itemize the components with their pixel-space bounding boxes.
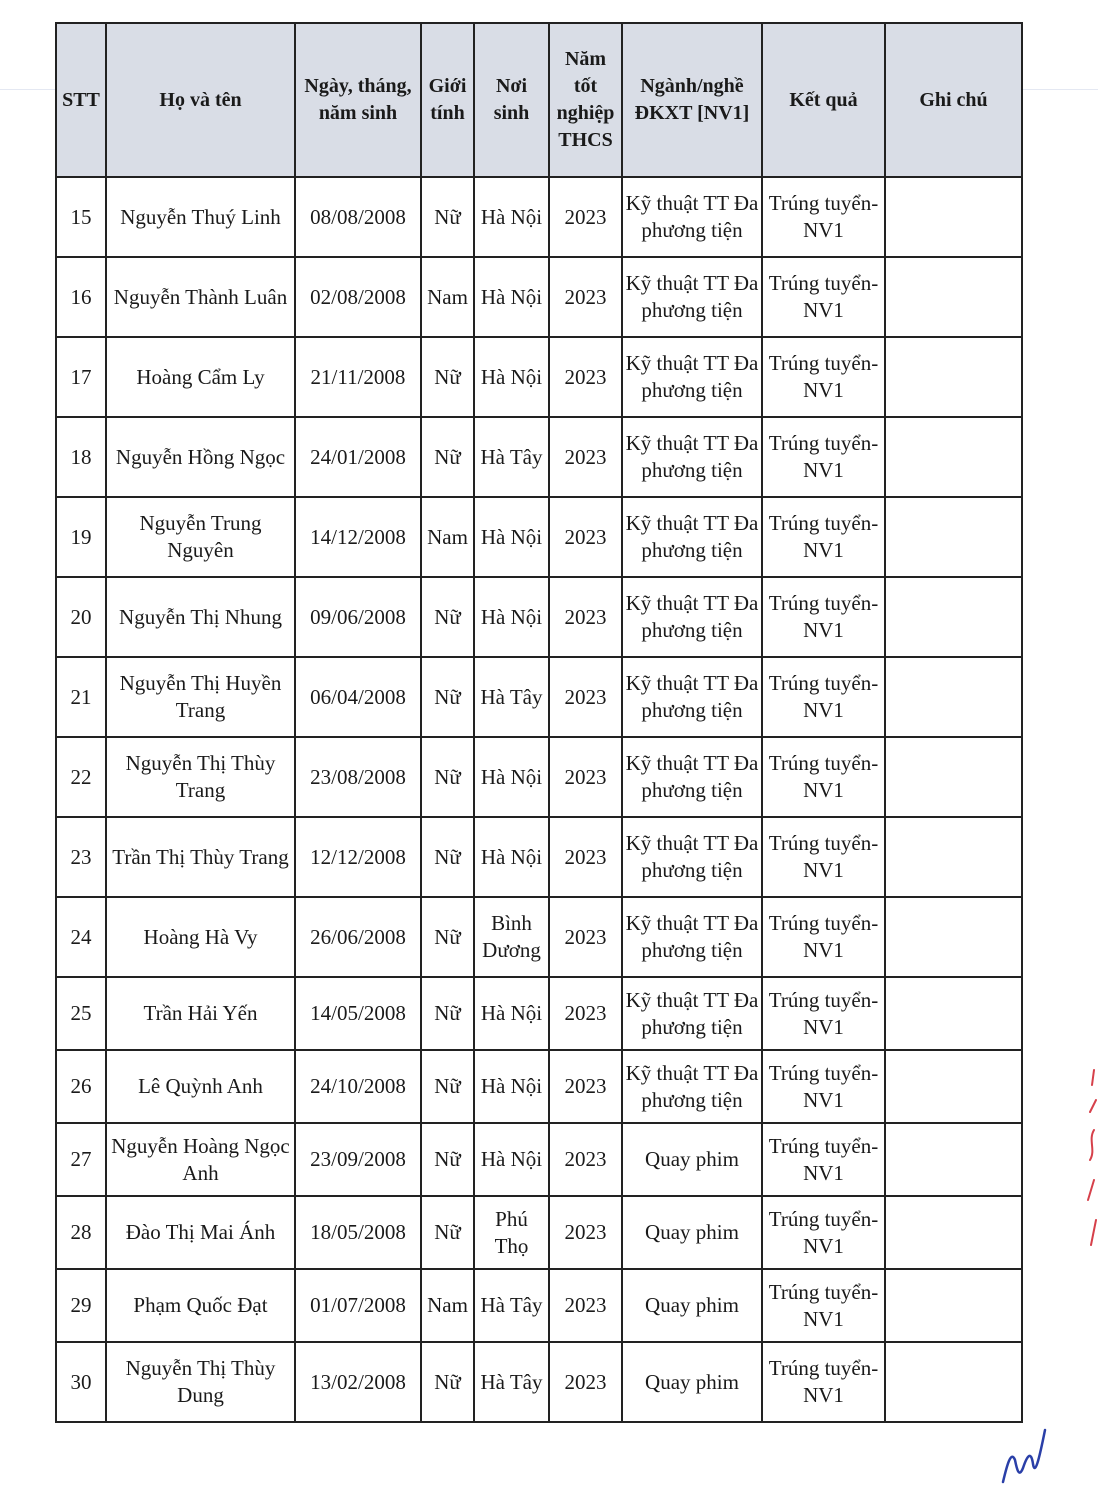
cell-name: Nguyễn Hoàng Ngọc Anh bbox=[106, 1123, 295, 1196]
cell-grad-year: 2023 bbox=[549, 257, 622, 337]
cell-name: Nguyễn Thị Nhung bbox=[106, 577, 295, 657]
cell-stt: 16 bbox=[56, 257, 106, 337]
header-gender: Giới tính bbox=[421, 23, 474, 177]
cell-birthplace: Hà Nội bbox=[474, 977, 549, 1050]
cell-grad-year: 2023 bbox=[549, 177, 622, 257]
cell-dob: 09/06/2008 bbox=[295, 577, 421, 657]
cell-gender: Nữ bbox=[421, 1050, 474, 1123]
stamp-edge-mark bbox=[1076, 1060, 1098, 1260]
cell-birthplace: Hà Nội bbox=[474, 737, 549, 817]
table-row bbox=[56, 177, 1022, 257]
table-row bbox=[56, 1342, 1022, 1422]
cell-name: Phạm Quốc Đạt bbox=[106, 1269, 295, 1342]
table-row bbox=[56, 897, 1022, 977]
cell-note bbox=[885, 1269, 1022, 1342]
cell-note bbox=[885, 1196, 1022, 1269]
cell-name: Trần Hải Yến bbox=[106, 977, 295, 1050]
cell-grad-year: 2023 bbox=[549, 737, 622, 817]
cell-stt: 22 bbox=[56, 737, 106, 817]
cell-dob: 18/05/2008 bbox=[295, 1196, 421, 1269]
cell-gender: Nam bbox=[421, 1269, 474, 1342]
cell-dob: 23/09/2008 bbox=[295, 1123, 421, 1196]
cell-stt: 29 bbox=[56, 1269, 106, 1342]
cell-name: Nguyễn Hồng Ngọc bbox=[106, 417, 295, 497]
cell-birthplace: Hà Nội bbox=[474, 577, 549, 657]
cell-stt: 18 bbox=[56, 417, 106, 497]
cell-birthplace: Phú Thọ bbox=[474, 1196, 549, 1269]
cell-result: Trúng tuyển-NV1 bbox=[762, 1196, 885, 1269]
cell-major: Kỹ thuật TT Đa phương tiện bbox=[622, 737, 762, 817]
cell-major: Kỹ thuật TT Đa phương tiện bbox=[622, 337, 762, 417]
cell-birthplace: Hà Nội bbox=[474, 497, 549, 577]
cell-gender: Nữ bbox=[421, 817, 474, 897]
cell-gender: Nữ bbox=[421, 737, 474, 817]
cell-gender: Nữ bbox=[421, 177, 474, 257]
cell-grad-year: 2023 bbox=[549, 1196, 622, 1269]
cell-dob: 24/01/2008 bbox=[295, 417, 421, 497]
cell-gender: Nữ bbox=[421, 1196, 474, 1269]
cell-result: Trúng tuyển-NV1 bbox=[762, 257, 885, 337]
table-row bbox=[56, 1050, 1022, 1123]
cell-grad-year: 2023 bbox=[549, 417, 622, 497]
signature-mark bbox=[995, 1420, 1055, 1490]
header-dob: Ngày, tháng, năm sinh bbox=[295, 23, 421, 177]
cell-note bbox=[885, 1123, 1022, 1196]
cell-birthplace: Hà Tây bbox=[474, 1342, 549, 1422]
admission-results-table bbox=[55, 22, 1023, 1423]
table-row bbox=[56, 257, 1022, 337]
cell-gender: Nữ bbox=[421, 1123, 474, 1196]
cell-gender: Nữ bbox=[421, 337, 474, 417]
cell-major: Kỹ thuật TT Đa phương tiện bbox=[622, 577, 762, 657]
cell-stt: 19 bbox=[56, 497, 106, 577]
cell-result: Trúng tuyển-NV1 bbox=[762, 657, 885, 737]
cell-birthplace: Hà Nội bbox=[474, 337, 549, 417]
cell-stt: 27 bbox=[56, 1123, 106, 1196]
cell-birthplace: Hà Nội bbox=[474, 1050, 549, 1123]
cell-major: Kỹ thuật TT Đa phương tiện bbox=[622, 417, 762, 497]
cell-birthplace: Hà Tây bbox=[474, 657, 549, 737]
cell-birthplace: Hà Tây bbox=[474, 1269, 549, 1342]
cell-grad-year: 2023 bbox=[549, 1342, 622, 1422]
cell-birthplace: Hà Nội bbox=[474, 1123, 549, 1196]
cell-note bbox=[885, 817, 1022, 897]
cell-major: Kỹ thuật TT Đa phương tiện bbox=[622, 657, 762, 737]
cell-dob: 14/05/2008 bbox=[295, 977, 421, 1050]
header-name: Họ và tên bbox=[106, 23, 295, 177]
header-grad-year: Năm tốt nghiệp THCS bbox=[549, 23, 622, 177]
cell-note bbox=[885, 417, 1022, 497]
cell-note bbox=[885, 177, 1022, 257]
cell-birthplace: Bình Dương bbox=[474, 897, 549, 977]
cell-dob: 12/12/2008 bbox=[295, 817, 421, 897]
cell-birthplace: Hà Nội bbox=[474, 817, 549, 897]
cell-note bbox=[885, 737, 1022, 817]
cell-major: Quay phim bbox=[622, 1342, 762, 1422]
cell-major: Kỹ thuật TT Đa phương tiện bbox=[622, 177, 762, 257]
cell-note bbox=[885, 1050, 1022, 1123]
cell-gender: Nữ bbox=[421, 977, 474, 1050]
cell-gender: Nữ bbox=[421, 897, 474, 977]
cell-note bbox=[885, 977, 1022, 1050]
cell-stt: 15 bbox=[56, 177, 106, 257]
cell-note bbox=[885, 257, 1022, 337]
header-birthplace: Nơi sinh bbox=[474, 23, 549, 177]
cell-major: Quay phim bbox=[622, 1196, 762, 1269]
cell-stt: 26 bbox=[56, 1050, 106, 1123]
cell-dob: 06/04/2008 bbox=[295, 657, 421, 737]
cell-note bbox=[885, 497, 1022, 577]
cell-name: Đào Thị Mai Ánh bbox=[106, 1196, 295, 1269]
cell-grad-year: 2023 bbox=[549, 497, 622, 577]
cell-major: Kỹ thuật TT Đa phương tiện bbox=[622, 977, 762, 1050]
cell-gender: Nam bbox=[421, 257, 474, 337]
cell-name: Hoàng Hà Vy bbox=[106, 897, 295, 977]
cell-name: Trần Thị Thùy Trang bbox=[106, 817, 295, 897]
cell-result: Trúng tuyển-NV1 bbox=[762, 1050, 885, 1123]
cell-name: Nguyễn Thị Huyền Trang bbox=[106, 657, 295, 737]
cell-birthplace: Hà Nội bbox=[474, 257, 549, 337]
table-row bbox=[56, 977, 1022, 1050]
cell-note bbox=[885, 657, 1022, 737]
cell-grad-year: 2023 bbox=[549, 657, 622, 737]
cell-dob: 13/02/2008 bbox=[295, 1342, 421, 1422]
cell-major: Kỹ thuật TT Đa phương tiện bbox=[622, 257, 762, 337]
table-row bbox=[56, 577, 1022, 657]
cell-result: Trúng tuyển-NV1 bbox=[762, 337, 885, 417]
cell-grad-year: 2023 bbox=[549, 577, 622, 657]
cell-dob: 02/08/2008 bbox=[295, 257, 421, 337]
cell-grad-year: 2023 bbox=[549, 1123, 622, 1196]
header-result: Kết quả bbox=[762, 23, 885, 177]
cell-stt: 28 bbox=[56, 1196, 106, 1269]
cell-name: Nguyễn Trung Nguyên bbox=[106, 497, 295, 577]
cell-grad-year: 2023 bbox=[549, 897, 622, 977]
cell-gender: Nữ bbox=[421, 1342, 474, 1422]
cell-major: Kỹ thuật TT Đa phương tiện bbox=[622, 897, 762, 977]
cell-dob: 23/08/2008 bbox=[295, 737, 421, 817]
cell-dob: 24/10/2008 bbox=[295, 1050, 421, 1123]
cell-result: Trúng tuyển-NV1 bbox=[762, 897, 885, 977]
cell-stt: 23 bbox=[56, 817, 106, 897]
header-stt: STT bbox=[56, 23, 106, 177]
cell-note bbox=[885, 337, 1022, 417]
cell-grad-year: 2023 bbox=[549, 1269, 622, 1342]
cell-name: Nguyễn Thị Thùy Trang bbox=[106, 737, 295, 817]
cell-note bbox=[885, 897, 1022, 977]
cell-grad-year: 2023 bbox=[549, 977, 622, 1050]
cell-result: Trúng tuyển-NV1 bbox=[762, 417, 885, 497]
cell-grad-year: 2023 bbox=[549, 817, 622, 897]
cell-result: Trúng tuyển-NV1 bbox=[762, 177, 885, 257]
cell-dob: 08/08/2008 bbox=[295, 177, 421, 257]
cell-birthplace: Hà Tây bbox=[474, 417, 549, 497]
cell-gender: Nam bbox=[421, 497, 474, 577]
cell-stt: 17 bbox=[56, 337, 106, 417]
cell-stt: 20 bbox=[56, 577, 106, 657]
cell-dob: 26/06/2008 bbox=[295, 897, 421, 977]
cell-stt: 30 bbox=[56, 1342, 106, 1422]
cell-dob: 21/11/2008 bbox=[295, 337, 421, 417]
cell-result: Trúng tuyển-NV1 bbox=[762, 577, 885, 657]
cell-result: Trúng tuyển-NV1 bbox=[762, 1269, 885, 1342]
cell-gender: Nữ bbox=[421, 577, 474, 657]
cell-name: Nguyễn Thành Luân bbox=[106, 257, 295, 337]
cell-major: Kỹ thuật TT Đa phương tiện bbox=[622, 817, 762, 897]
cell-stt: 24 bbox=[56, 897, 106, 977]
cell-major: Kỹ thuật TT Đa phương tiện bbox=[622, 497, 762, 577]
cell-major: Kỹ thuật TT Đa phương tiện bbox=[622, 1050, 762, 1123]
header-major: Ngành/nghề ĐKXT [NV1] bbox=[622, 23, 762, 177]
cell-result: Trúng tuyển-NV1 bbox=[762, 1342, 885, 1422]
header-note: Ghi chú bbox=[885, 23, 1022, 177]
cell-name: Lê Quỳnh Anh bbox=[106, 1050, 295, 1123]
cell-stt: 21 bbox=[56, 657, 106, 737]
cell-note bbox=[885, 1342, 1022, 1422]
cell-stt: 25 bbox=[56, 977, 106, 1050]
table-row bbox=[56, 497, 1022, 577]
cell-note bbox=[885, 577, 1022, 657]
cell-major: Quay phim bbox=[622, 1123, 762, 1196]
cell-birthplace: Hà Nội bbox=[474, 177, 549, 257]
cell-major: Quay phim bbox=[622, 1269, 762, 1342]
cell-dob: 01/07/2008 bbox=[295, 1269, 421, 1342]
cell-result: Trúng tuyển-NV1 bbox=[762, 497, 885, 577]
cell-result: Trúng tuyển-NV1 bbox=[762, 1123, 885, 1196]
cell-gender: Nữ bbox=[421, 417, 474, 497]
cell-gender: Nữ bbox=[421, 657, 474, 737]
table-row bbox=[56, 1196, 1022, 1269]
table-row bbox=[56, 1269, 1022, 1342]
table-row bbox=[56, 737, 1022, 817]
table-row bbox=[56, 817, 1022, 897]
table-header-row bbox=[56, 23, 1022, 177]
cell-result: Trúng tuyển-NV1 bbox=[762, 817, 885, 897]
cell-grad-year: 2023 bbox=[549, 1050, 622, 1123]
table-row bbox=[56, 657, 1022, 737]
cell-result: Trúng tuyển-NV1 bbox=[762, 737, 885, 817]
cell-name: Nguyễn Thị Thùy Dung bbox=[106, 1342, 295, 1422]
cell-result: Trúng tuyển-NV1 bbox=[762, 977, 885, 1050]
table-row bbox=[56, 337, 1022, 417]
cell-name: Hoàng Cẩm Ly bbox=[106, 337, 295, 417]
table-row bbox=[56, 1123, 1022, 1196]
cell-name: Nguyễn Thuý Linh bbox=[106, 177, 295, 257]
cell-grad-year: 2023 bbox=[549, 337, 622, 417]
table-row bbox=[56, 417, 1022, 497]
cell-dob: 14/12/2008 bbox=[295, 497, 421, 577]
